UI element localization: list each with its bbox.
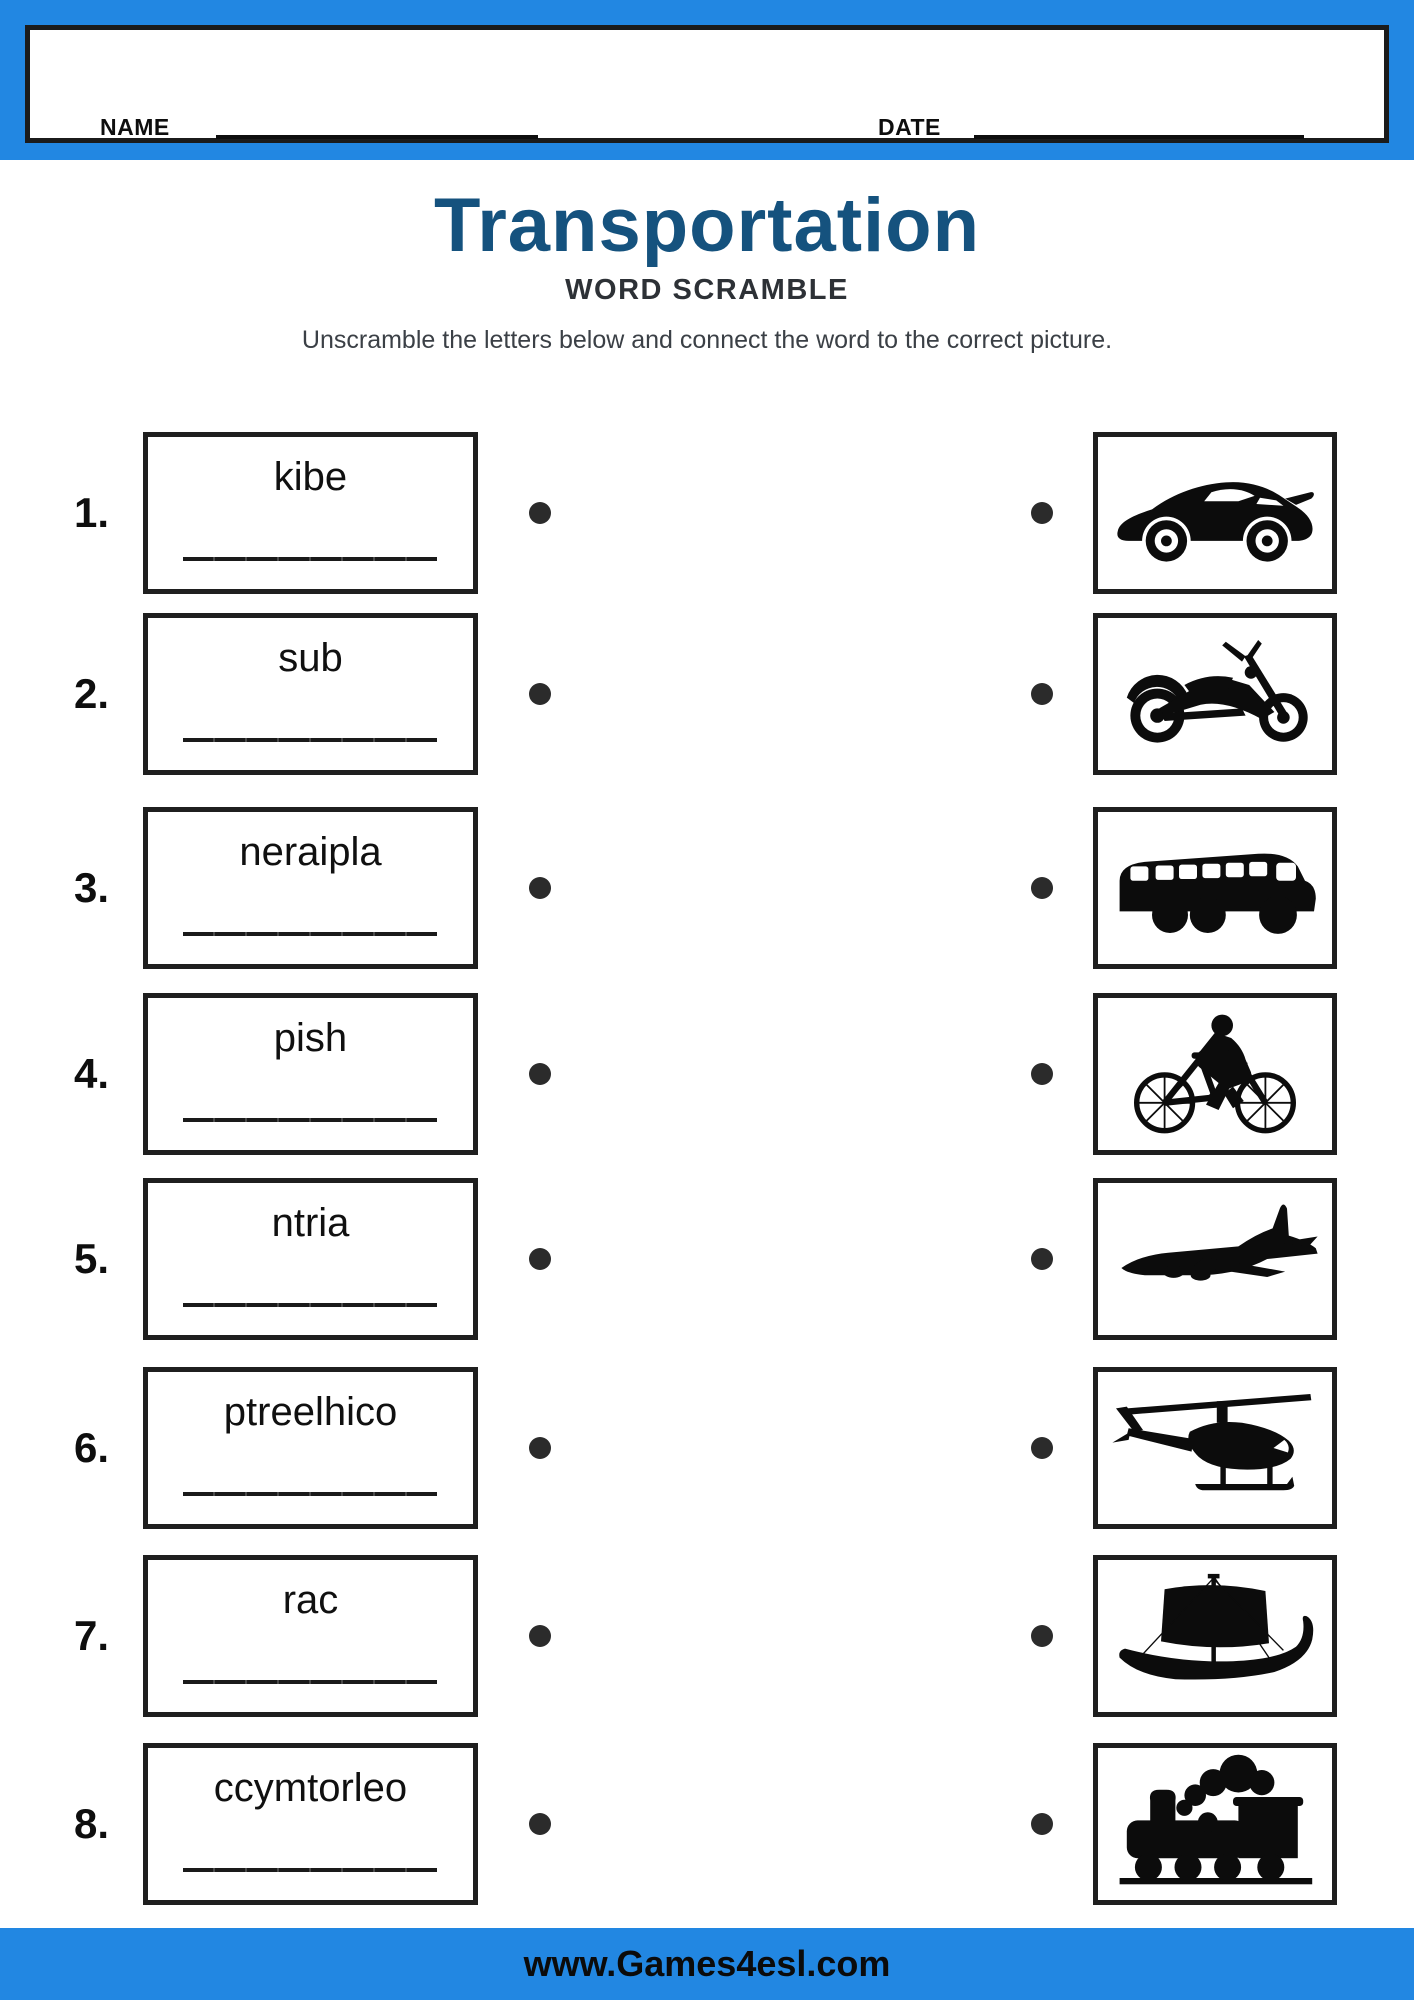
scrambled-word: ptreelhico <box>223 1390 398 1434</box>
connect-dot-right[interactable] <box>1031 1813 1053 1835</box>
vehicle-image-box <box>1093 1178 1337 1340</box>
answer-blank-line[interactable] <box>183 1680 437 1684</box>
scrambled-word-box <box>143 432 478 594</box>
train-image <box>1107 1752 1323 1896</box>
answer-blank-line[interactable] <box>183 1492 437 1496</box>
scrambled-word: ntria <box>271 1201 350 1245</box>
worksheet-row <box>0 613 1414 775</box>
row-number: 2. <box>74 670 110 717</box>
scrambled-word: kibe <box>273 455 348 499</box>
answer-blank-line[interactable] <box>183 1868 437 1872</box>
date-label: DATE <box>878 114 941 140</box>
airplane-image <box>1107 1187 1323 1331</box>
vehicle-image-box <box>1093 807 1337 969</box>
row-number: 1. <box>74 489 110 536</box>
connect-dot-right[interactable] <box>1031 683 1053 705</box>
worksheet-row <box>0 1178 1414 1340</box>
scrambled-word: rac <box>282 1578 339 1622</box>
connect-dot-left[interactable] <box>529 877 551 899</box>
name-label: NAME <box>100 114 170 140</box>
connect-dot-left[interactable] <box>529 502 551 524</box>
connect-dot-right[interactable] <box>1031 1625 1053 1647</box>
scrambled-word-box <box>143 993 478 1155</box>
website-url: www.Games4esl.com <box>523 1943 891 1984</box>
answer-blank-line[interactable] <box>183 738 437 742</box>
worksheet-row <box>0 432 1414 594</box>
connect-dot-left[interactable] <box>529 1063 551 1085</box>
header-band <box>0 0 1414 160</box>
bus-image <box>1107 816 1323 960</box>
helicopter-image <box>1107 1376 1323 1520</box>
connect-dot-right[interactable] <box>1031 1248 1053 1270</box>
scrambled-word-box <box>143 1743 478 1905</box>
vehicle-image-box <box>1093 613 1337 775</box>
footer-band <box>0 1928 1414 2000</box>
row-number: 7. <box>74 1612 110 1659</box>
answer-blank-line[interactable] <box>183 557 437 561</box>
scrambled-word: sub <box>278 636 343 680</box>
name-date-box <box>25 25 1389 143</box>
worksheet-row <box>0 1555 1414 1717</box>
page-subtitle: WORD SCRAMBLE <box>565 274 849 306</box>
scrambled-word-box <box>143 1555 478 1717</box>
connect-dot-left[interactable] <box>529 1625 551 1647</box>
connect-dot-left[interactable] <box>529 1248 551 1270</box>
answer-blank-line[interactable] <box>183 1303 437 1307</box>
connect-dot-left[interactable] <box>529 1813 551 1835</box>
scrambled-word: neraipla <box>239 830 382 874</box>
car-image <box>1107 441 1323 585</box>
worksheet-row <box>0 993 1414 1155</box>
connect-dot-right[interactable] <box>1031 1437 1053 1459</box>
bicycle-image <box>1107 1002 1323 1146</box>
vehicle-image-box <box>1093 1367 1337 1529</box>
scrambled-word-box <box>143 1178 478 1340</box>
vehicle-image-box <box>1093 1743 1337 1905</box>
scrambled-word: ccymtorleo <box>213 1766 408 1810</box>
row-number: 3. <box>74 864 110 911</box>
scrambled-word-box <box>143 807 478 969</box>
scrambled-word-box <box>143 613 478 775</box>
vehicle-image-box <box>1093 432 1337 594</box>
vehicle-image-box <box>1093 1555 1337 1717</box>
motorcycle-image <box>1107 622 1323 766</box>
connect-dot-right[interactable] <box>1031 502 1053 524</box>
vehicle-image-box <box>1093 993 1337 1155</box>
row-number: 5. <box>74 1235 110 1282</box>
worksheet-row <box>0 1743 1414 1905</box>
row-number: 4. <box>74 1050 110 1097</box>
answer-blank-line[interactable] <box>183 1118 437 1122</box>
scrambled-word-box <box>143 1367 478 1529</box>
page-title: Transportation <box>433 183 981 268</box>
worksheet-row <box>0 1367 1414 1529</box>
connect-dot-left[interactable] <box>529 1437 551 1459</box>
connect-dot-right[interactable] <box>1031 1063 1053 1085</box>
row-number: 8. <box>74 1800 110 1847</box>
date-blank-line[interactable] <box>974 135 1304 139</box>
boat-image <box>1107 1564 1323 1708</box>
row-number: 6. <box>74 1424 110 1471</box>
worksheet-row <box>0 807 1414 969</box>
name-blank-line[interactable] <box>216 135 538 139</box>
connect-dot-right[interactable] <box>1031 877 1053 899</box>
answer-blank-line[interactable] <box>183 932 437 936</box>
scrambled-word: pish <box>273 1016 348 1060</box>
connect-dot-left[interactable] <box>529 683 551 705</box>
instruction-text: Unscramble the letters below and connect the word to the correct picture. <box>301 326 1113 354</box>
